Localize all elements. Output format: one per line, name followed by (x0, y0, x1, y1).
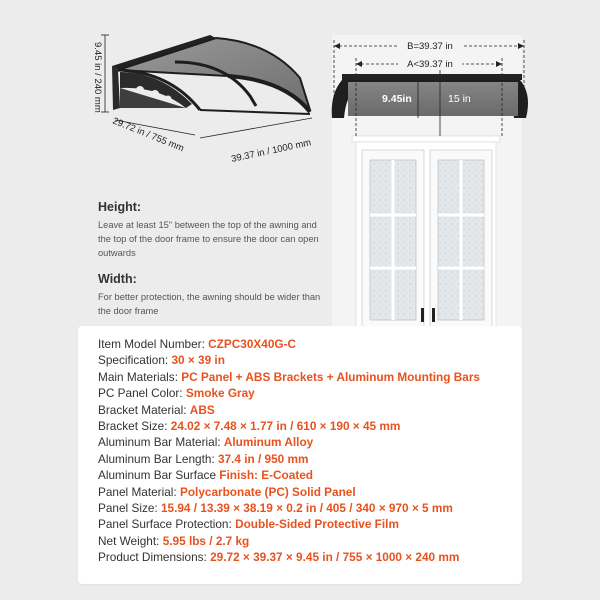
spec-row-bracket-size (98, 418, 480, 434)
width-dimension-label: 39.37 in / 1000 mm (230, 137, 313, 165)
panel-height-label: 9.45in (382, 93, 412, 105)
spec-row-model (98, 336, 480, 352)
spec-label: Net Weight: (98, 533, 163, 548)
spec-value: Polycarbonate (PC) Solid Panel (179, 484, 356, 499)
spec-row-bar-surface (98, 467, 480, 483)
spec-label: PC Panel Color: (98, 386, 186, 401)
awning-product (112, 35, 310, 114)
height-dimension-label: 9.45 in / 240 mm (92, 42, 103, 113)
spec-label: Item Model Number: (98, 337, 209, 351)
installation-notes (98, 200, 328, 330)
spec-list (98, 336, 480, 566)
spec-label: Panel Material: (98, 484, 180, 499)
spec-label: Aluminum Bar Surface (98, 468, 220, 483)
depth-dimension-label: 29.72 in / 755 mm (110, 115, 186, 155)
width-b-label: B=39.37 in (407, 41, 453, 52)
spec-value: Smoke Gray (185, 386, 255, 401)
spec-row-net-weight (98, 533, 480, 549)
door-diagram (332, 35, 528, 335)
clearance-label: 15 in (448, 93, 471, 105)
spec-label: Aluminum Bar Material: (98, 435, 224, 450)
spec-row-bracket-material (98, 402, 480, 418)
width-note-body: For better protection, the awning should be wider than the door frame (98, 292, 321, 316)
spec-row-specification (98, 352, 480, 368)
spec-value: 15.94 / 13.39 × 38.19 × 0.2 in / 405 / 340 × 970 × 5 mm (160, 501, 453, 516)
spec-row-panel-material (98, 484, 480, 500)
height-note-body: Leave at least 15" between the top of the awning and the top of the door frame to ensure the door can open outwards (98, 220, 319, 258)
width-a-label: A<39.37 in (407, 59, 453, 70)
height-note-heading: Height: (98, 200, 142, 214)
spec-value: 37.4 in / 950 mm (218, 451, 309, 466)
spec-label: Panel Size: (98, 501, 161, 516)
spec-card (78, 326, 522, 584)
spec-value: PC Panel + ABS Brackets + Aluminum Mounting Bars (181, 369, 480, 384)
spec-row-bar-length (98, 451, 480, 467)
spec-label: Panel Surface Protection: (98, 517, 236, 532)
spec-row-panel-color (98, 385, 480, 401)
spec-value: 5.95 lbs / 2.7 kg (162, 533, 250, 548)
spec-value: ABS (189, 402, 215, 417)
width-note-heading: Width: (98, 272, 137, 286)
spec-row-product-dimensions (98, 549, 480, 565)
spec-label: Main Materials: (98, 369, 182, 384)
spec-label: Specification: (98, 353, 172, 368)
spec-value: Double-Sided Protective Film (235, 517, 399, 532)
spec-value: 24.02 × 7.48 × 1.77 in / 610 × 190 × 45 mm (170, 419, 401, 434)
spec-row-panel-size (98, 500, 480, 516)
spec-row-surface-protection (98, 516, 480, 532)
spec-label: Bracket Size: (98, 419, 171, 434)
spec-row-bar-material (98, 434, 480, 450)
spec-value: CZPC30X40G-C (208, 337, 297, 351)
spec-row-main-materials (98, 369, 480, 385)
spec-value: 29.72 × 39.37 × 9.45 in / 755 × 1000 × 240 mm (210, 550, 460, 565)
spec-label: Bracket Material: (98, 402, 190, 417)
spec-value: Finish: E-Coated (219, 468, 314, 483)
spec-value: 30 × 39 in (171, 353, 225, 368)
spec-label: Product Dimensions: (98, 550, 211, 565)
spec-label: Aluminum Bar Length: (98, 451, 218, 466)
spec-value: Aluminum Alloy (223, 435, 314, 450)
